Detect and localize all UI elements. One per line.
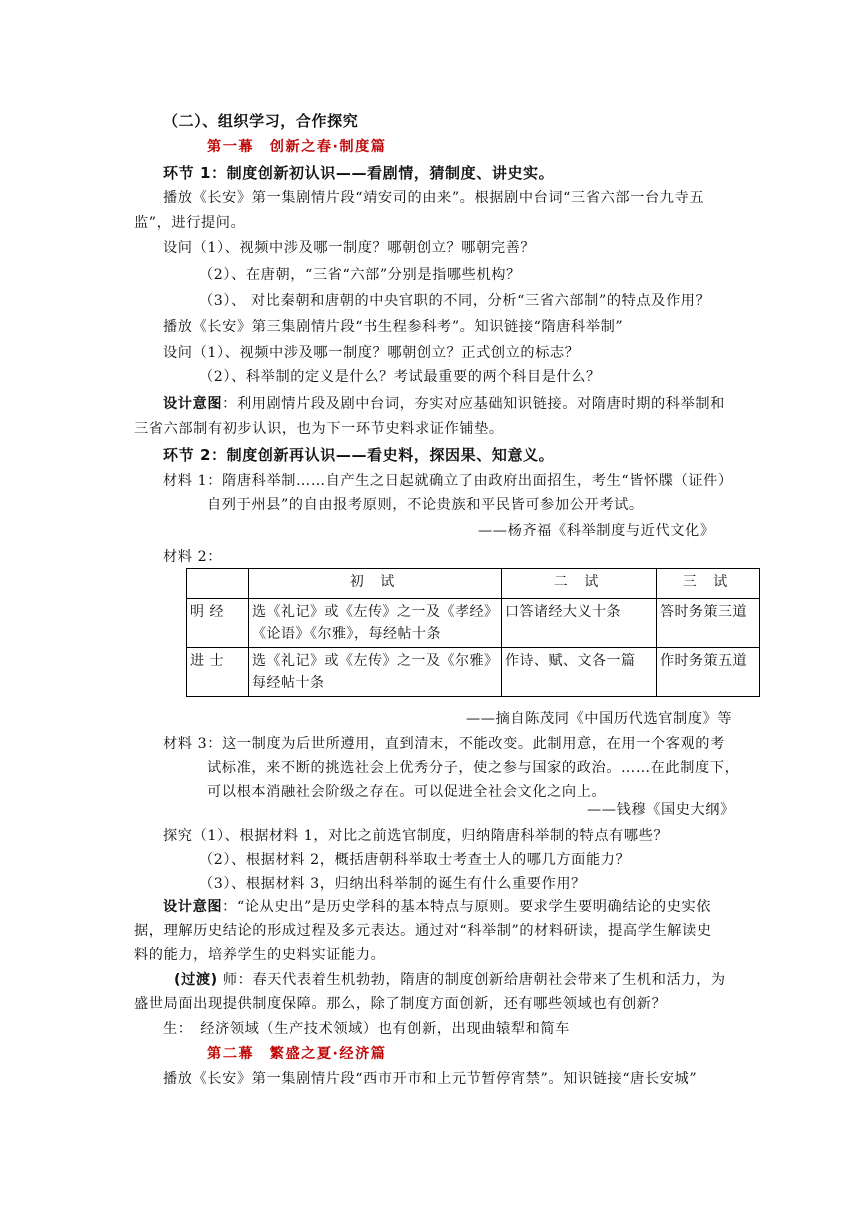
design-intent-line: 三省六部制有初步认识，也为下一环节史料求证作铺垫。 <box>134 421 504 437</box>
table-cell <box>249 599 502 648</box>
table-cell <box>249 648 502 697</box>
question-line: 设问（1）、视频中涉及哪一制度？哪朝创立？正式创立的标志？ <box>163 345 580 361</box>
design-intent-label: 设计意图 <box>163 396 223 412</box>
table-cell: 口答诸经大义十条 <box>502 599 657 648</box>
paragraph-line: 播放《长安》第三集剧情片段“书生程参科考”。知识链接“隋唐科举制” <box>163 319 624 335</box>
explore-line: （3）、根据材料 3，归纳出科举制的诞生有什么重要作用？ <box>199 876 586 892</box>
cell-line: 每经帖十条 <box>252 675 325 691</box>
question-line: 设问（1）、视频中涉及哪一制度？哪朝创立？哪朝完善？ <box>163 240 536 256</box>
cell-line: 选《礼记》或《左传》之一及《尔雅》 <box>252 653 499 669</box>
design-intent-text: ：“论从史出”是历史学科的基本特点与原则。要求学生要明确结论的史实依 <box>222 899 712 915</box>
table-cell: 作时务策五道 <box>657 648 760 697</box>
exam-table <box>186 568 760 697</box>
section-heading: （二）、组织学习，合作探究 <box>163 112 359 130</box>
material3-line: 材料 3：这一制度为后世所遵用，直到清末，不能改变。此制用意，在用一个客观的考 <box>163 736 725 752</box>
paragraph-line: 播放《长安》第一集剧情片段“西市开市和上元节暂停宵禁”。知识链接“唐长安城” <box>163 1071 698 1087</box>
table-row <box>187 648 760 697</box>
table-cell: 明 经 <box>187 599 249 648</box>
act1-title: 第一幕 创新之春·制度篇 <box>207 139 387 155</box>
paragraph-line: 播放《长安》第一集剧情片段“靖安司的由来”。根据剧中台词“三省六部一台九寺五 <box>163 190 705 206</box>
student-answer: 生： 经济领域（生产技术领域）也有创新，出现曲辕犁和简车 <box>163 1021 570 1037</box>
material3-source: ——钱穆《国史大纲》 <box>587 802 735 818</box>
cell-line: 《论语》《尔雅》，每经帖十条 <box>252 626 441 642</box>
material3-line: 可以根本消融社会阶级之存在。可以促进全社会文化之向上。 <box>207 784 607 800</box>
design-intent-line: 料的能力，培养学生的史料实证能力。 <box>134 947 386 963</box>
design-intent-line <box>163 897 711 917</box>
question-line: （3）、 对比秦朝和唐朝的中央官职的不同，分析“三省六部制”的特点及作用？ <box>199 293 711 309</box>
table-header-cell: 二 试 <box>502 569 657 599</box>
transition-line: 盛世局面出现提供制度保障。那么，除了制度方面创新，还有哪些领域也有创新？ <box>134 996 667 1012</box>
table-header-cell: 三 试 <box>657 569 760 599</box>
explore-line: 探究（1）、根据材料 1，对比之前选官制度，归纳隋唐科举制的特点有哪些？ <box>163 828 669 844</box>
material1-line: 自列于州县”的自由报考原则，不论贵族和平民皆可参加公开考试。 <box>207 497 644 513</box>
material1-source: ——杨齐福《科举制度与近代文化》 <box>478 523 715 539</box>
step1-title: 环节 1：制度创新初认识——看剧情，猜制度、讲史实。 <box>163 164 555 182</box>
transition-line <box>174 970 726 990</box>
material2-source: ——摘自陈茂同《中国历代选官制度》等 <box>466 711 733 727</box>
material1-line: 材料 1：隋唐科举制……自产生之日起就确立了由政府出面招生，考生“皆怀牒（证件） <box>163 473 733 489</box>
transition-text: 师：春天代表着生机勃勃，隋唐的制度创新给唐朝社会带来了生机和活力，为 <box>222 972 726 988</box>
design-intent-line: 据，理解历史结论的形成过程及多元表达。通过对“科举制”的材料研读，提高学生解读史 <box>134 923 712 939</box>
paragraph-line: 监”，进行提问。 <box>134 215 246 231</box>
table-cell: 作诗、赋、文各一篇 <box>502 648 657 697</box>
design-intent-text: ：利用剧情片段及剧中台词，夯实对应基础知识链接。对隋唐时期的科举制和 <box>222 396 725 412</box>
material2-label: 材料 2： <box>163 549 223 565</box>
explore-line: （2）、根据材料 2，概括唐朝科举取士考查士人的哪几方面能力？ <box>199 852 631 868</box>
design-intent-line <box>163 394 725 414</box>
material3-line: 试标准，来不断的挑选社会上优秀分子，使之参与国家的政治。……在此制度下， <box>207 760 740 776</box>
transition-label: (过渡) <box>174 972 218 988</box>
table-header-row <box>187 569 760 599</box>
step2-title: 环节 2：制度创新再认识——看史料，探因果、知意义。 <box>163 446 555 464</box>
table-header-cell <box>187 569 249 599</box>
cell-line: 选《礼记》或《左传》之一及《孝经》 <box>252 604 499 620</box>
act2-title: 第二幕 繁盛之夏·经济篇 <box>207 1046 387 1062</box>
design-intent-label: 设计意图 <box>163 899 223 915</box>
table-row <box>187 599 760 648</box>
question-line: （2）、科举制的定义是什么？考试最重要的两个科目是什么？ <box>199 369 601 385</box>
table-cell: 答时务策三道 <box>657 599 760 648</box>
question-line: （2）、在唐朝，“三省“六部”分别是指哪些机构？ <box>199 267 521 283</box>
table-cell: 进 士 <box>187 648 249 697</box>
table-header-cell: 初 试 <box>249 569 502 599</box>
